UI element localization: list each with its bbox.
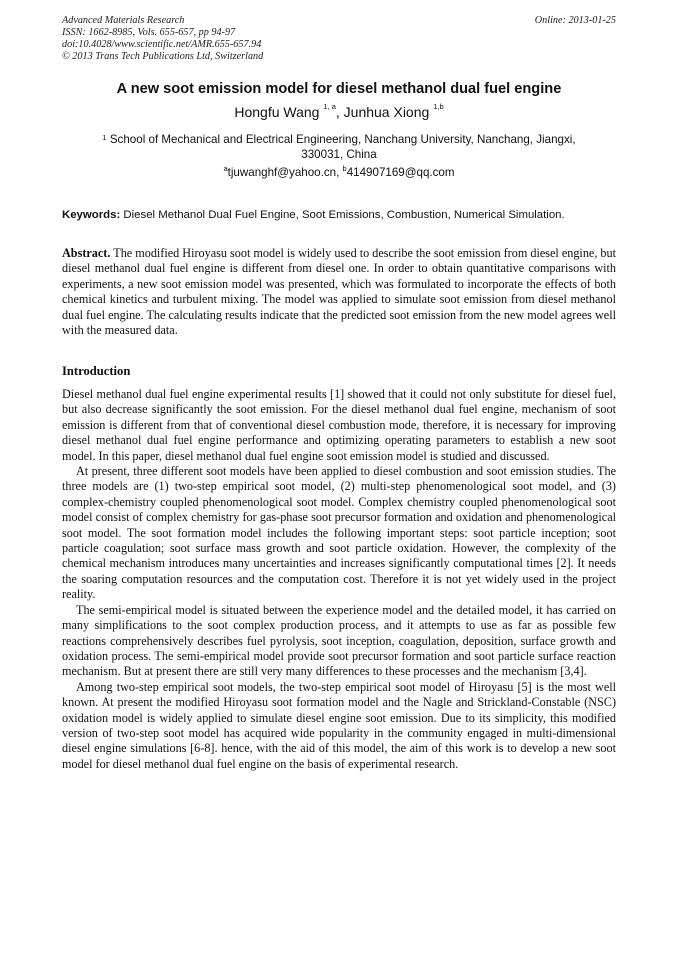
author-name: Hongfu Wang [234,104,320,120]
author-name: Junhua Xiong [343,104,430,120]
author-emails [0,166,678,179]
email-address: tjuwanghf@yahoo.cn [227,166,337,179]
abstract-text: The modified Hiroyasu soot model is widely used to describe the soot emission from diesel engine, but diesel methanol dual fuel engine is different from diesel one. In order to obtain quantitative comparisons with experiments, a new soot emission model was presented, which was formulated to incorporate the effects of both chemical kinetics and turbulent mixing. The model was applied to simulate soot emission from diesel methanol dual fuel engine. The calculating results indicate that the predicted soot emission from the new model agrees well with the measured data. [62,246,616,338]
online-date: Online: 2013-01-25 [534,15,616,26]
paragraph: Diesel methanol dual fuel engine experimental results [1] showed that it could not only substitute for diesel fuel, but also decrease significantly the soot emission. For the diesel methanol dual fuel engine, mechanism of soot emission is different from that of conventional diesel combustion mode, therefore, it is necessary for improving diesel methanol dual fuel engine performance and optimizing operating parameters to establish a new soot model. In this paper, diesel methanol dual fuel engine soot emission model is studied and discussed. [62,387,616,463]
author-affiliation-mark: 1,b [433,102,444,111]
paragraph: At present, three different soot models have been applied to diesel combustion and soot emission studies. The three models are (1) two-step empirical soot model, (2) multi-step phenomenological soot model, and (3) complex-chemistry coupled phenomenological soot model. Complex chemistry coupled phenomenological soot model consist of complex chemistry for gas-phase soot precursor formation and oxidation and phenomenological soot model. The soot formation model includes the following important steps: soot particle inception; soot particle coagulation; soot surface mass growth and soot particle oxidation. However, the complexity of the chemical mechanism introduces many uncertainties and increases significantly computational times [2]. It needs the soaring computation resources and the computation cost. Therefore it is not yet widely used in the project reality. [62,464,616,602]
email-address: 414907169@qq.com [346,166,455,179]
journal-doi: doi:10.4028/www.scientific.net/AMR.655-657.94 [62,39,262,50]
keywords [62,209,616,221]
section-heading: Introduction [62,364,131,378]
author-separator: , [335,104,344,120]
paper-title: A new soot emission model for diesel methanol dual fuel engine [116,81,562,97]
author-line [0,104,678,120]
email-separator: , [336,166,343,179]
affiliation-mark: 1 [102,133,107,142]
journal-issn: ISSN: 1662-8985, Vols. 655-657, pp 94-97 [62,27,236,38]
email-mark: b [342,164,347,173]
email-mark: a [223,164,228,173]
paragraph: Among two-step empirical soot models, the two-step empirical soot model of Hiroyasu [5] is the most well known. At present the modified Hiroyasu soot formation model and the Nagle and Strickland-Constable (NSC) oxidation model is widely applied to simulate diesel engine soot emission. Due to its simplicity, this modified version of two-step soot model has acquired wide popularity in the community engaged in multi-dimensional diesel engine simulations [6-8]. hence, with the aid of this model, the aim of this work is to develop a new soot model for diesel methanol dual fuel engine on the basis of experimental research. [62,679,616,771]
keywords-label: Keywords: [62,209,121,221]
journal-name: Advanced Materials Research [62,15,185,26]
abstract-label: Abstract. [62,246,111,260]
affiliation-text: School of Mechanical and Electrical Engineering, Nanchang University, Nanchang, Jiangxi, 330031, China [109,133,576,161]
author-affiliation-mark: 1, a [323,102,336,111]
introduction-body [62,387,616,772]
keywords-text: Diesel Methanol Dual Fuel Engine, Soot Emissions, Combustion, Numerical Simulation. [123,209,565,221]
journal-header [62,15,616,63]
journal-copyright: © 2013 Trans Tech Publications Ltd, Switzerland [62,51,264,62]
affiliation [80,132,598,162]
abstract [62,246,616,338]
paragraph: The semi-empirical model is situated between the experience model and the detailed model, it has carried on many simplifications to the soot complex production process, and it attempts to use as far as possible few reactions comprehensively describes fuel pyrolysis, soot inception, coagulation, deposition, surface growth and oxidation process. The semi-empirical model provide soot precursor formation and soot particle surface reaction mechanism. But at present there are still very many differences to these processes and the mechanism [3,4]. [62,602,616,679]
